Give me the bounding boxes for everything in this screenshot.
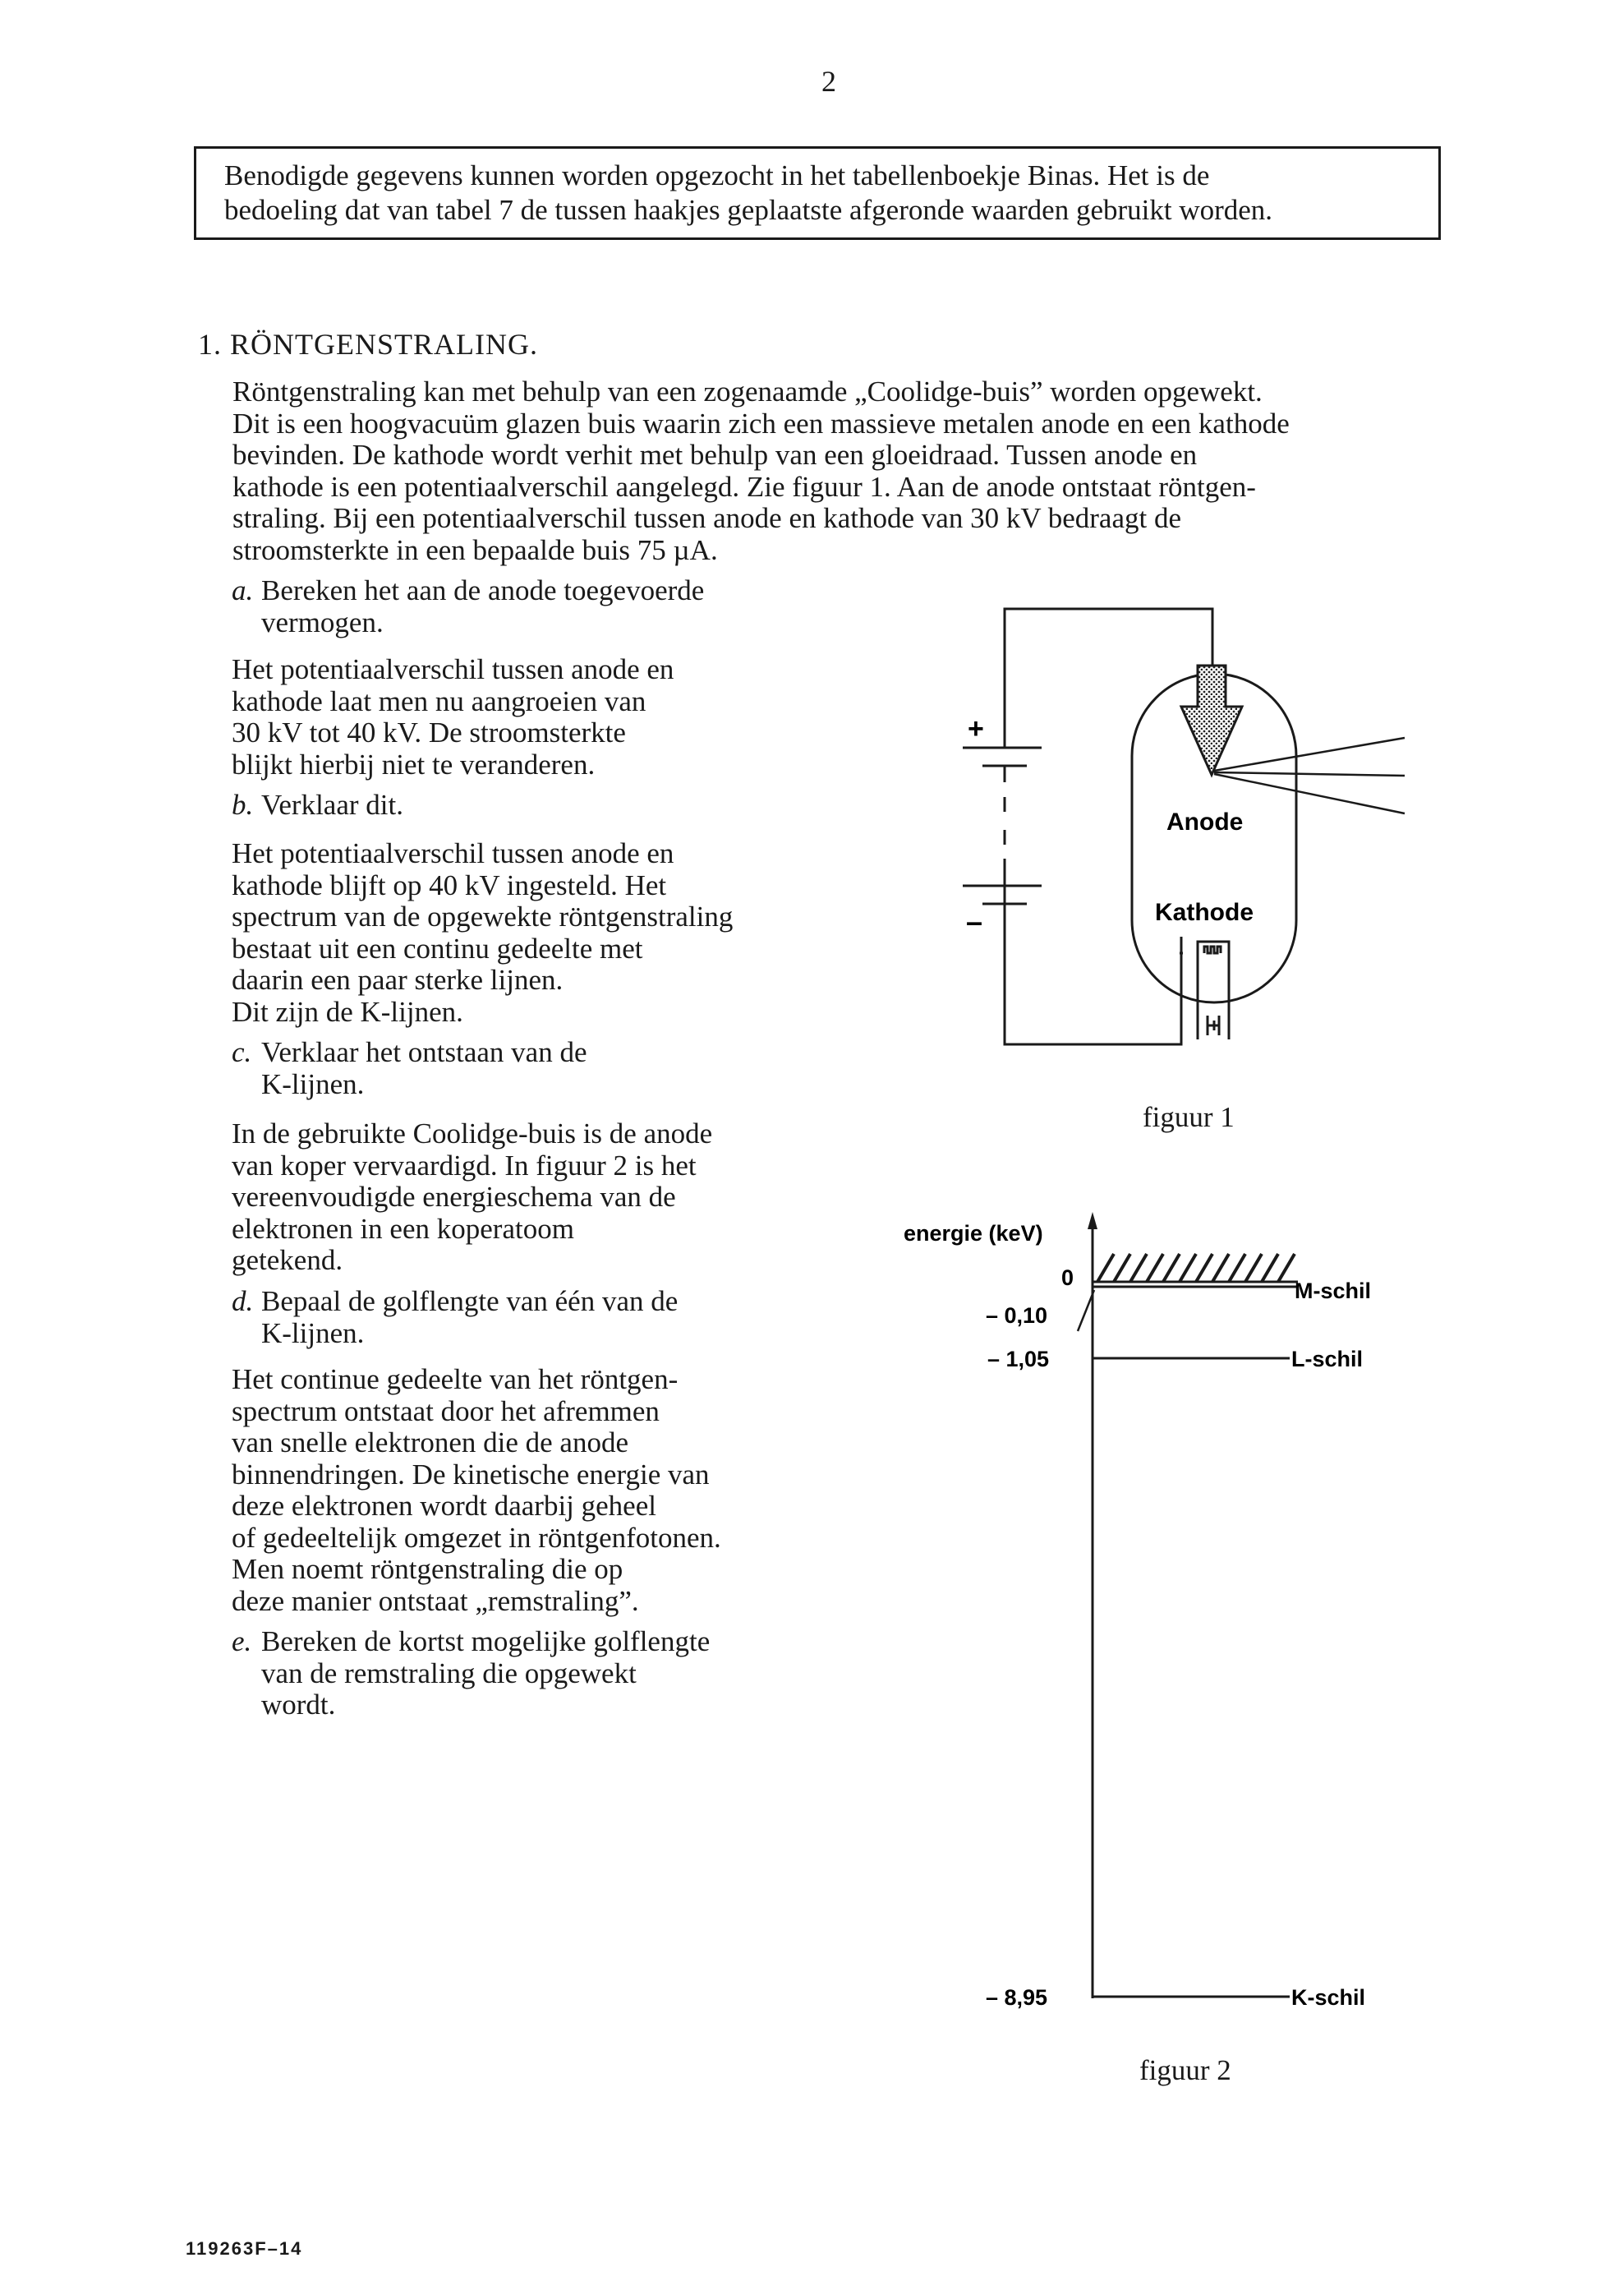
level-value: – 0,10 (986, 1303, 1048, 1328)
paragraph-line: kathode blijft op 40 kV ingesteld. Het (232, 869, 667, 901)
paragraph-line: Het potentiaalverschil tussen anode en (232, 837, 674, 869)
question-line: Verklaar dit. (261, 789, 403, 821)
question-label: e. (232, 1625, 252, 1657)
question-label: c. (232, 1036, 252, 1068)
notice-box (194, 146, 1441, 240)
notice-line: bedoeling dat van tabel 7 de tussen haakjes geplaatste afgeronde waarden gebruikt worden. (224, 194, 1273, 226)
intro-line: Dit is een hoogvacuüm glazen buis waarin zich een massieve metalen anode en een kathode (232, 407, 1290, 440)
paragraph-line: vereenvoudigde energieschema van de (232, 1181, 676, 1213)
paragraph-line: of gedeeltelijk omgezet in röntgenfotonen. (232, 1521, 721, 1554)
paragraph-line: van snelle elektronen die de anode (232, 1426, 628, 1458)
cathode-filament-icon (1180, 937, 1229, 1002)
footer-code: 119263F–14 (186, 2238, 303, 2259)
paragraph-line: getekend. (232, 1244, 343, 1276)
level-value: – 1,05 (987, 1347, 1050, 1371)
intro-line: stroomsterkte in een bepaalde buis 75 µA. (232, 533, 718, 566)
question-line: Bepaal de golflengte van één van de (261, 1285, 679, 1317)
section-title: 1. RÖNTGENSTRALING. (198, 328, 538, 361)
paragraph-line: Men noemt röntgenstraling die op (232, 1553, 623, 1585)
paragraph-line: spectrum van de opgewekte röntgenstraling (232, 901, 734, 933)
axis-label: energie (keV) (904, 1221, 1043, 1246)
question-a (232, 575, 872, 638)
paragraph-3 (232, 1118, 872, 1277)
paragraph-line: kathode laat men nu aangroeien van (232, 684, 646, 717)
axis-arrow-icon (1088, 1212, 1097, 1229)
intro-paragraph (232, 376, 1481, 566)
question-label: b. (232, 789, 254, 821)
figure-2-energy-diagram (895, 1208, 1429, 2021)
question-e (232, 1626, 872, 1721)
minus-sign: – (966, 905, 983, 938)
paragraph-line: Het potentiaalverschil tussen anode en (232, 653, 674, 685)
plus-sign: + (968, 713, 984, 744)
paragraph-line: van koper vervaardigd. In figuur 2 is het (232, 1149, 697, 1182)
battery-icon (963, 748, 1042, 904)
paragraph-line: deze manier ontstaat „remstraling”. (232, 1584, 639, 1617)
question-c (232, 1037, 872, 1100)
paragraph-line: deze elektronen wordt daarbij geheel (232, 1490, 656, 1522)
question-line: K-lijnen. (261, 1067, 365, 1100)
question-line: wordt. (261, 1689, 336, 1721)
paragraph-line: spectrum ontstaat door het afremmen (232, 1394, 660, 1427)
intro-line: Röntgenstraling kan met behulp van een zogenaamde „Coolidge-buis” worden opgewekt. (232, 376, 1263, 408)
heater-battery-icon (1198, 1002, 1229, 1039)
question-line: Verklaar het ontstaan van de (261, 1036, 587, 1068)
anode-label: Anode (1166, 809, 1244, 836)
question-b (232, 790, 872, 822)
intro-line: straling. Bij een potentiaalverschil tussen anode en kathode van 30 kV bedraagt de (232, 502, 1181, 534)
question-line: vermogen. (261, 606, 384, 638)
paragraph-4 (232, 1364, 872, 1617)
question-line: Bereken de kortst mogelijke golflengte (261, 1625, 711, 1657)
question-label: d. (232, 1285, 254, 1317)
paragraph-line: In de gebruikte Coolidge-buis is de anode (232, 1117, 713, 1150)
question-line: Bereken het aan de anode toegevoerde (261, 574, 705, 606)
figure-2-caption: figuur 2 (1139, 2054, 1231, 2086)
question-line: K-lijnen. (261, 1316, 365, 1349)
shell-name: M-schil (1295, 1279, 1372, 1303)
level-value: 0 (1061, 1265, 1074, 1290)
intro-line: kathode is een potentiaalverschil aangelegd. Zie figuur 1. Aan de anode ontstaat röntgen- (232, 470, 1256, 503)
anode-icon (1181, 666, 1242, 775)
paragraph-line: blijkt hierbij niet te veranderen. (232, 748, 596, 781)
paragraph-2 (232, 838, 872, 1028)
shell-name: K-schil (1291, 1985, 1366, 2010)
kathode-label: Kathode (1155, 899, 1254, 926)
intro-line: bevinden. De kathode wordt verhit met behulp van een gloeidraad. Tussen anode en (232, 439, 1198, 471)
level-value: – 8,95 (986, 1985, 1048, 2010)
notice-line: Benodigde gegevens kunnen worden opgezocht in het tabellenboekje Binas. Het is de (224, 159, 1210, 191)
paragraph-line: elektronen in een koperatoom (232, 1212, 574, 1245)
question-label: a. (232, 574, 254, 606)
paragraph-1 (232, 654, 872, 781)
paragraph-line: daarin een paar sterke lijnen. (232, 964, 564, 996)
hatched-band (1093, 1254, 1298, 1287)
question-d (232, 1286, 872, 1349)
figure-1-caption: figuur 1 (1143, 1101, 1235, 1133)
paragraph-line: Dit zijn de K-lijnen. (232, 995, 463, 1028)
shell-name: L-schil (1291, 1347, 1364, 1371)
paragraph-line: bestaat uit een continu gedeelte met (232, 932, 643, 965)
circuit-wire (1005, 609, 1212, 748)
question-line: van de remstraling die opgewekt (261, 1656, 637, 1689)
figure-1-coolidge-tube (936, 592, 1429, 1085)
page-number: 2 (821, 65, 836, 98)
paragraph-line: 30 kV tot 40 kV. De stroomsterkte (232, 716, 626, 749)
paragraph-line: Het continue gedeelte van het röntgen- (232, 1363, 679, 1395)
paragraph-line: binnendringen. De kinetische energie van (232, 1458, 710, 1491)
xray-beams (1214, 738, 1405, 813)
